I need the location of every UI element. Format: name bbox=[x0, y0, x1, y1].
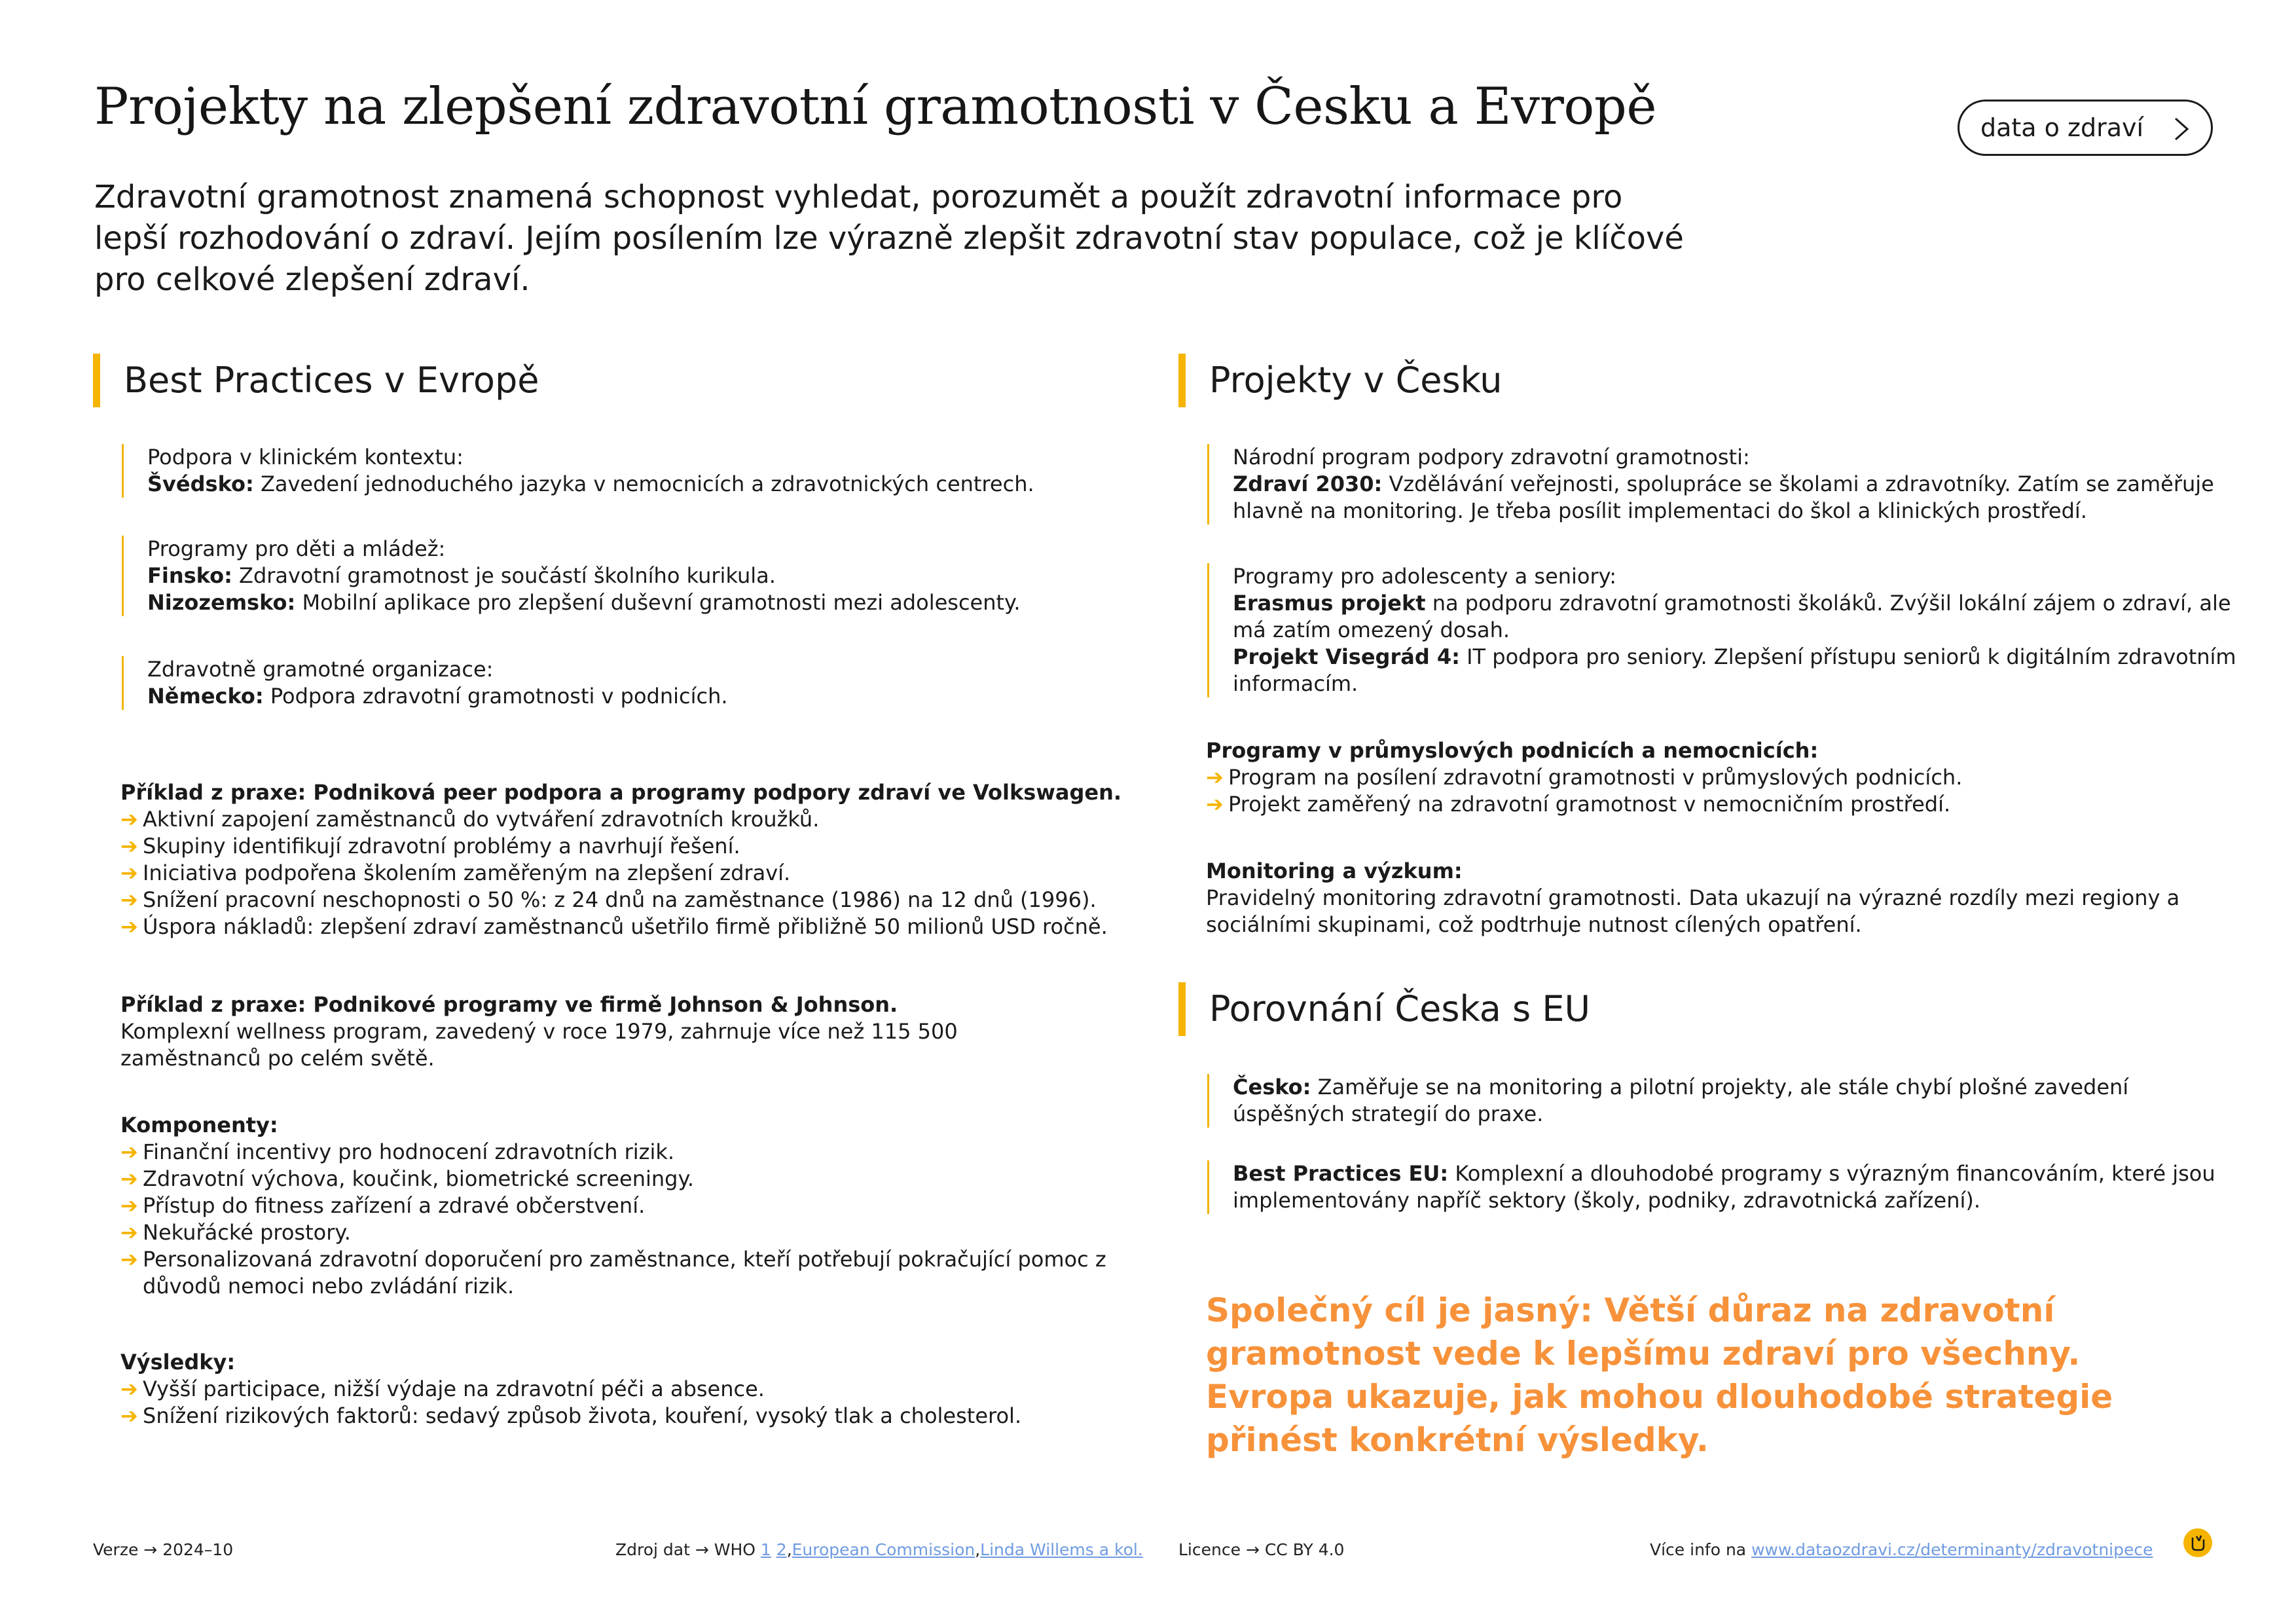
group-item: Erasmus projekt na podporu zdravotní gramotnosti školáků. Zvýšil lokální zájem o zdraví, ale má zatím omezený dosah. bbox=[1233, 591, 2231, 642]
monitoring-heading: Monitoring a výzkum: bbox=[1206, 858, 1463, 883]
example-text: Komplexní wellness program, zavedený v roce 1979, zahrnuje více než 115 500 zaměstnanců po celém světě. bbox=[120, 1019, 958, 1071]
more-info-link[interactable]: www.dataozdravi.cz/determinanty/zdravotnipece bbox=[1751, 1540, 2153, 1559]
arrow-right-icon: ➔ bbox=[120, 1166, 138, 1191]
arrow-right-icon: ➔ bbox=[120, 1376, 138, 1401]
group-title: Podpora v klinickém kontextu: bbox=[147, 445, 464, 470]
arrow-right-icon: ➔ bbox=[120, 1139, 138, 1164]
list-item: ➔ Úspora nákladů: zlepšení zdraví zaměstnanců ušetřilo firmě přibližně 50 milionů USD ročně. bbox=[120, 914, 1108, 939]
list-item: ➔ Snížení pracovní neschopnosti o 50 %: z 24 dnů na zaměstnance (1986) na 12 dnů (1996). bbox=[120, 887, 1097, 912]
data-o-zdravi-label: data o zdraví bbox=[1980, 113, 2144, 142]
list-item: ➔ Snížení rizikových faktorů: sedavý způsob života, kouření, vysoký tlak a cholesterol. bbox=[120, 1403, 1022, 1428]
group-item: Finsko: Zdravotní gramotnost je součástí školního kurikula. bbox=[147, 563, 776, 588]
brand-logo-icon bbox=[2183, 1528, 2212, 1557]
arrow-right-icon: ➔ bbox=[120, 807, 138, 832]
group-national bbox=[1207, 444, 2241, 525]
arrow-right-icon: ➔ bbox=[120, 860, 138, 885]
footer-source: Zdroj dat → WHO 1 2,European Commission,Linda Willems a kol. bbox=[615, 1540, 1143, 1559]
arrow-right-icon: ➔ bbox=[120, 834, 138, 858]
arrow-right-icon: ➔ bbox=[120, 1247, 138, 1272]
group-title: Zdravotně gramotné organizace: bbox=[147, 657, 494, 682]
example-heading: Příklad z praxe: Podniková peer podpora a programy podpory zdraví ve Volkswagen. bbox=[120, 780, 1122, 805]
group-item: Německo: Podpora zdravotní gramotnosti v podnicích. bbox=[147, 684, 728, 709]
arrow-right-icon: → bbox=[143, 1540, 158, 1559]
industry-programs bbox=[1206, 737, 2214, 818]
chevron-right-icon bbox=[2168, 115, 2194, 143]
page-title: Projekty na zlepšení zdravotní gramotnosti v Česku a Evropě bbox=[94, 77, 1656, 136]
results-heading: Výsledky: bbox=[120, 1350, 236, 1375]
comparison-eu bbox=[1207, 1160, 2241, 1214]
source-link-european-commission[interactable]: European Commission bbox=[792, 1540, 975, 1559]
list-item: ➔ Přístup do fitness zařízení a zdravé občerstvení. bbox=[120, 1193, 646, 1218]
section-heading-comparison: Porovnání Česka s EU bbox=[1178, 982, 1590, 1036]
data-o-zdravi-button[interactable] bbox=[1958, 100, 2213, 156]
volkswagen-example bbox=[120, 779, 1142, 940]
group-item: Česko: Zaměřuje se na monitoring a pilotní projekty, ale stále chybí plošné zavedení úspěšných strategií do praxe. bbox=[1233, 1075, 2129, 1126]
arrow-right-icon: ➔ bbox=[1206, 792, 1224, 817]
source-link-willems[interactable]: Linda Willems a kol. bbox=[980, 1540, 1143, 1559]
list-item: ➔ Aktivní zapojení zaměstnanců do vytváření zdravotních kroužků. bbox=[120, 807, 820, 832]
list-item: ➔ Program na posílení zdravotní gramotnosti v průmyslových podnicích. bbox=[1206, 765, 1963, 790]
components-heading: Komponenty: bbox=[120, 1113, 278, 1137]
list-item: ➔ Vyšší participace, nižší výdaje na zdravotní péči a absence. bbox=[120, 1376, 765, 1401]
group-item: Projekt Visegrád 4: IT podpora pro seniory. Zlepšení přístupu seniorů k digitálním zdravotním informacím. bbox=[1233, 644, 2236, 696]
group-title: Národní program podpory zdravotní gramotnosti: bbox=[1233, 445, 1750, 470]
group-clinical bbox=[122, 444, 1129, 498]
list-item: ➔ Skupiny identifikují zdravotní problémy a navrhují řešení. bbox=[120, 834, 740, 858]
group-item: Best Practices EU: Komplexní a dlouhodobé programy s výrazným financováním, které jsou implementovány napříč sektory (školy, podniky, zdravotnická zařízení). bbox=[1233, 1161, 2215, 1213]
components-list bbox=[120, 1112, 1142, 1300]
closing-statement: Společný cíl je jasný: Větší důraz na zdravotní gramotnost vede k lepšímu zdraví pro všechny. Evropa ukazuje, jak mohou dlouhodobé strategie přinést konkrétní výsledky. bbox=[1206, 1291, 2113, 1459]
intro-paragraph: Zdravotní gramotnost znamená schopnost vyhledat, porozumět a použít zdravotní informace pro lepší rozhodování o zdraví. Jejím posílením lze výrazně zlepšit zdravotní stav populace, což je klíčové pro celkové zlepšení zdraví. bbox=[94, 179, 1684, 298]
footer-more-info: Více info na www.dataozdravi.cz/determinanty/zdravotnipece bbox=[1650, 1540, 2153, 1559]
list-item: ➔ Nekuřácké prostory. bbox=[120, 1220, 351, 1245]
list-item: ➔ Finanční incentivy pro hodnocení zdravotních rizik. bbox=[120, 1139, 675, 1164]
footer-license: Licence → CC BY 4.0 bbox=[1178, 1540, 1345, 1559]
group-organizations bbox=[122, 656, 1129, 710]
list-item: ➔ Iniciativa podpořena školením zaměřeným na zlepšení zdraví. bbox=[120, 860, 791, 885]
results-list bbox=[120, 1349, 1142, 1430]
section-heading-projects-cz: Projekty v Česku bbox=[1178, 354, 1502, 407]
monitoring-text: Pravidelný monitoring zdravotní gramotnosti. Data ukazují na výrazné rozdíly mezi regiony a sociálními skupinami, což podtrhuje nutnost cílených opatření. bbox=[1206, 885, 2180, 937]
list-item: ➔ Zdravotní výchova, koučink, biometrické screeningy. bbox=[120, 1166, 694, 1191]
arrow-right-icon: ➔ bbox=[1206, 765, 1224, 790]
footer-version: Verze → 2024–10 bbox=[93, 1540, 234, 1559]
source-link-who-1[interactable]: 1 bbox=[760, 1540, 771, 1559]
list-item: ➔ Projekt zaměřený na zdravotní gramotnost v nemocničním prostředí. bbox=[1206, 792, 1951, 817]
section-heading-best-practices: Best Practices v Evropě bbox=[93, 354, 539, 407]
arrow-right-icon: ➔ bbox=[120, 1220, 138, 1245]
group-title: Programy pro děti a mládež: bbox=[147, 536, 446, 561]
group-item: Švédsko: Zavedení jednoduchého jazyka v nemocnicích a zdravotnických centrech. bbox=[147, 471, 1034, 496]
list-item: ➔ Personalizovaná zdravotní doporučení pro zaměstnance, kteří potřebují pokračující pomoc z důvodů nemoci nebo zvládání rizik. bbox=[120, 1247, 1106, 1299]
arrow-right-icon: → bbox=[695, 1540, 709, 1559]
arrow-right-icon: ➔ bbox=[120, 1193, 138, 1218]
arrow-right-icon: ➔ bbox=[120, 914, 138, 939]
example-heading: Příklad z praxe: Podnikové programy ve firmě Johnson & Johnson. bbox=[120, 992, 898, 1017]
group-item: Zdraví 2030: Vzdělávání veřejnosti, spolupráce se školami a zdravotníky. Zatím se zaměřuje hlavně na monitoring. Je třeba posílit implementaci do škol a klinických prostředí. bbox=[1233, 471, 2214, 523]
monitoring-research bbox=[1206, 858, 2188, 938]
arrow-right-icon: ➔ bbox=[120, 887, 138, 912]
group-children bbox=[122, 536, 1129, 616]
industry-heading: Programy v průmyslových podnicích a nemocnicích: bbox=[1206, 738, 1819, 763]
group-title: Programy pro adolescenty a seniory: bbox=[1233, 564, 1617, 589]
group-adolescents bbox=[1207, 563, 2241, 697]
arrow-right-icon: → bbox=[1245, 1540, 1260, 1559]
comparison-cz bbox=[1207, 1074, 2241, 1128]
johnson-example bbox=[120, 991, 1102, 1072]
source-link-who-2[interactable]: 2 bbox=[776, 1540, 787, 1559]
arrow-right-icon: ➔ bbox=[120, 1403, 138, 1428]
group-item: Nizozemsko: Mobilní aplikace pro zlepšení duševní gramotnosti mezi adolescenty. bbox=[147, 590, 1021, 615]
